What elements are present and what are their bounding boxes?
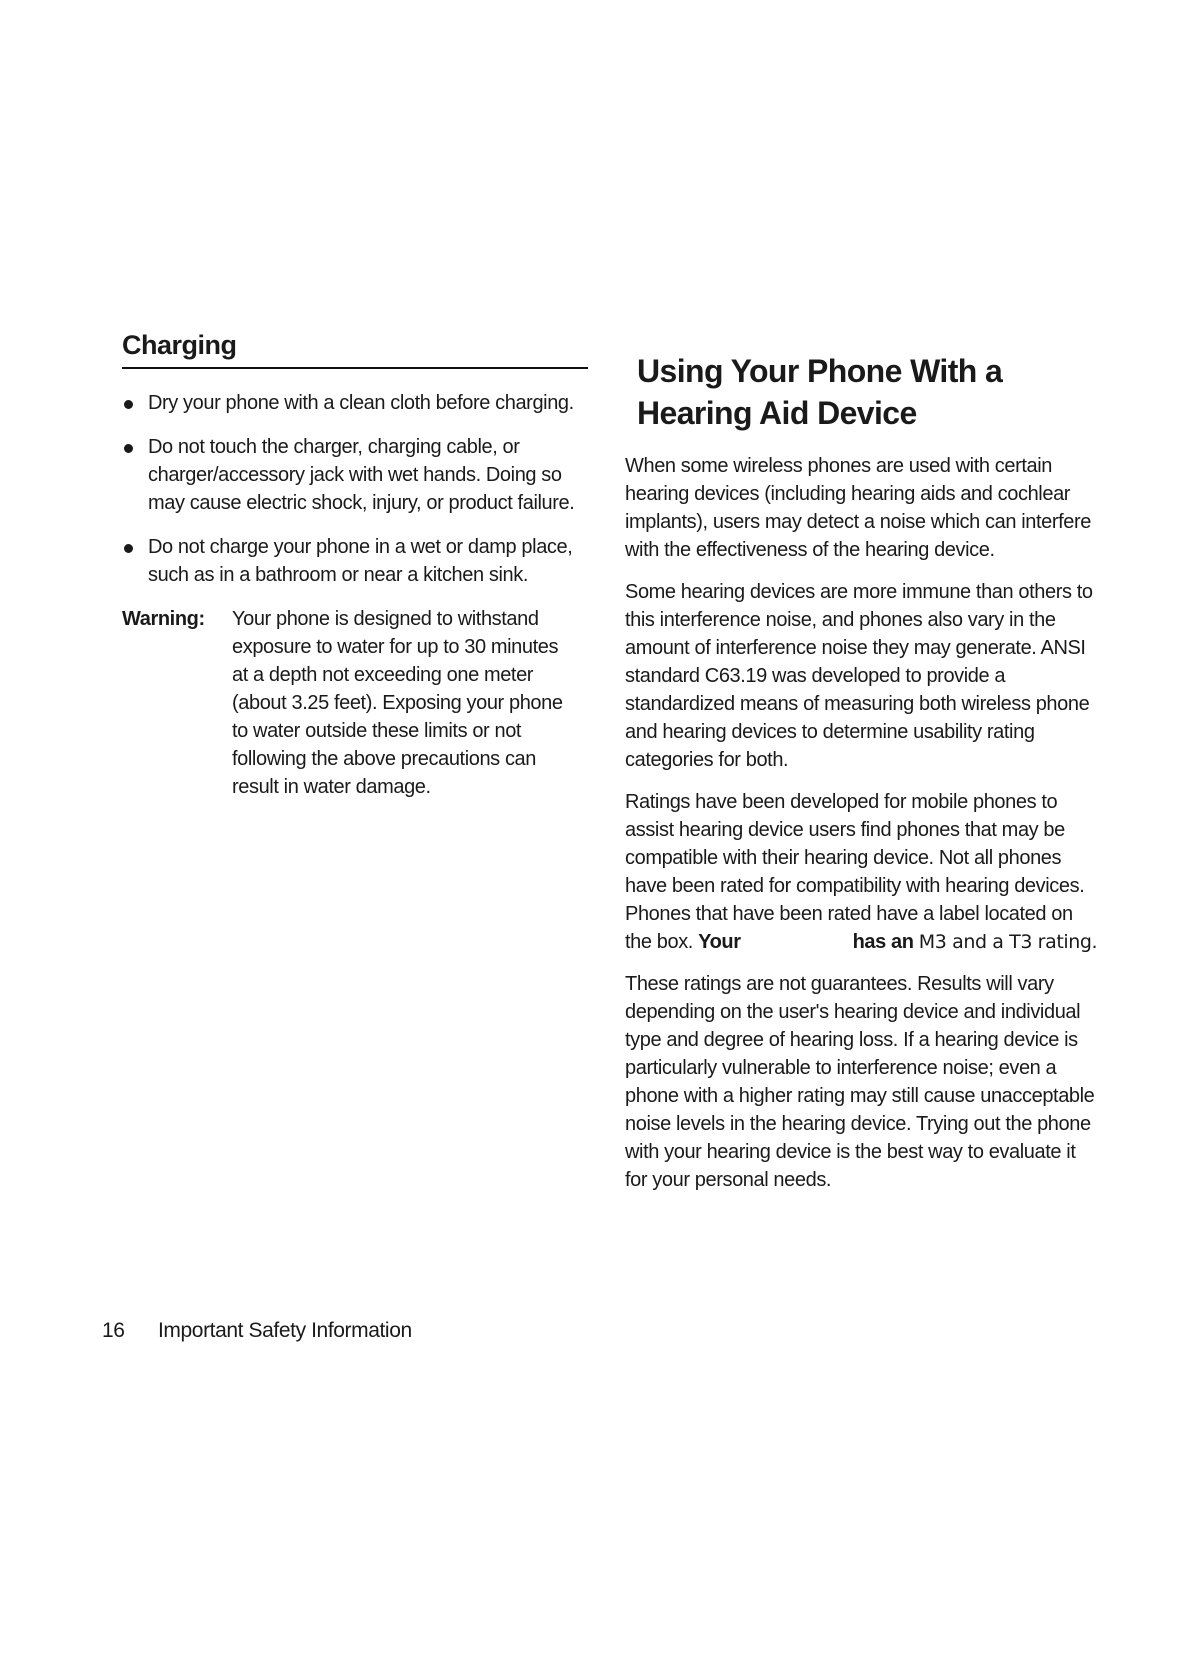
charging-bullet-list bbox=[122, 389, 588, 589]
ratings-paragraph bbox=[625, 788, 1099, 956]
ratings-value: M3 and a T3 rating. bbox=[918, 931, 1098, 953]
ratings-has: has an bbox=[852, 931, 914, 953]
charging-section bbox=[122, 330, 588, 801]
bullet-icon bbox=[124, 444, 133, 453]
heading-rule bbox=[122, 367, 588, 369]
ratings-your: Your bbox=[698, 931, 741, 953]
charging-heading: Charging bbox=[122, 330, 237, 360]
page-number: 16 bbox=[102, 1319, 125, 1342]
bullet-text: Do not touch the charger, charging cable, or charger/accessory jack with wet hands. Doing so may cause electric shock, injury, or product failure. bbox=[148, 436, 575, 514]
warning-note bbox=[122, 605, 588, 801]
paragraph: Some hearing devices are more immune than others to this interference noise, and phones also vary in the amount of interference noise they may generate. ANSI standard C63.19 was developed to provide a standardized means of measuring both wireless phone and hearing devices to determine usability rating categories for both. bbox=[625, 581, 1093, 771]
hearing-aid-section bbox=[625, 350, 1099, 1208]
bullet-icon bbox=[124, 400, 133, 409]
list-item bbox=[122, 389, 588, 417]
bullet-text: Dry your phone with a clean cloth before charging. bbox=[148, 392, 574, 414]
ratings-text: Ratings have been developed for mobile phones to assist hearing device users find phones that may be compatible with their hearing device. Not all phones have been rated for compatibility with hearing devices. Phones that have been rated have a label located on the box. bbox=[625, 791, 1085, 953]
warning-label: Warning: bbox=[122, 608, 205, 630]
paragraph: These ratings are not guarantees. Results will vary depending on the user's hearing device and individual type and degree of hearing loss. If a hearing device is particularly vulnerable to interference noise; even a phone with a higher rating may still cause unacceptable noise levels in the hearing device. Trying out the phone with your hearing device is the best way to evaluate it for your personal needs. bbox=[625, 973, 1095, 1191]
bullet-icon bbox=[124, 544, 133, 553]
paragraph: When some wireless phones are used with certain hearing devices (including hearing aids and cochlear implants), users may detect a noise which can interfere with the effectiveness of the hearing device. bbox=[625, 455, 1091, 561]
list-item bbox=[122, 433, 588, 517]
warning-text: Your phone is designed to withstand exposure to water for up to 30 minutes at a depth not exceeding one meter (about 3.25 feet). Exposing your phone to water outside these limits or not following the above precautions can result in water damage. bbox=[232, 608, 563, 798]
hearing-aid-heading: Using Your Phone With a Hearing Aid Device bbox=[637, 353, 1003, 431]
page-footer bbox=[102, 1319, 412, 1343]
bullet-text: Do not charge your phone in a wet or damp place, such as in a bathroom or near a kitchen sink. bbox=[148, 536, 573, 586]
list-item bbox=[122, 533, 588, 589]
footer-section-title: Important Safety Information bbox=[158, 1319, 412, 1342]
